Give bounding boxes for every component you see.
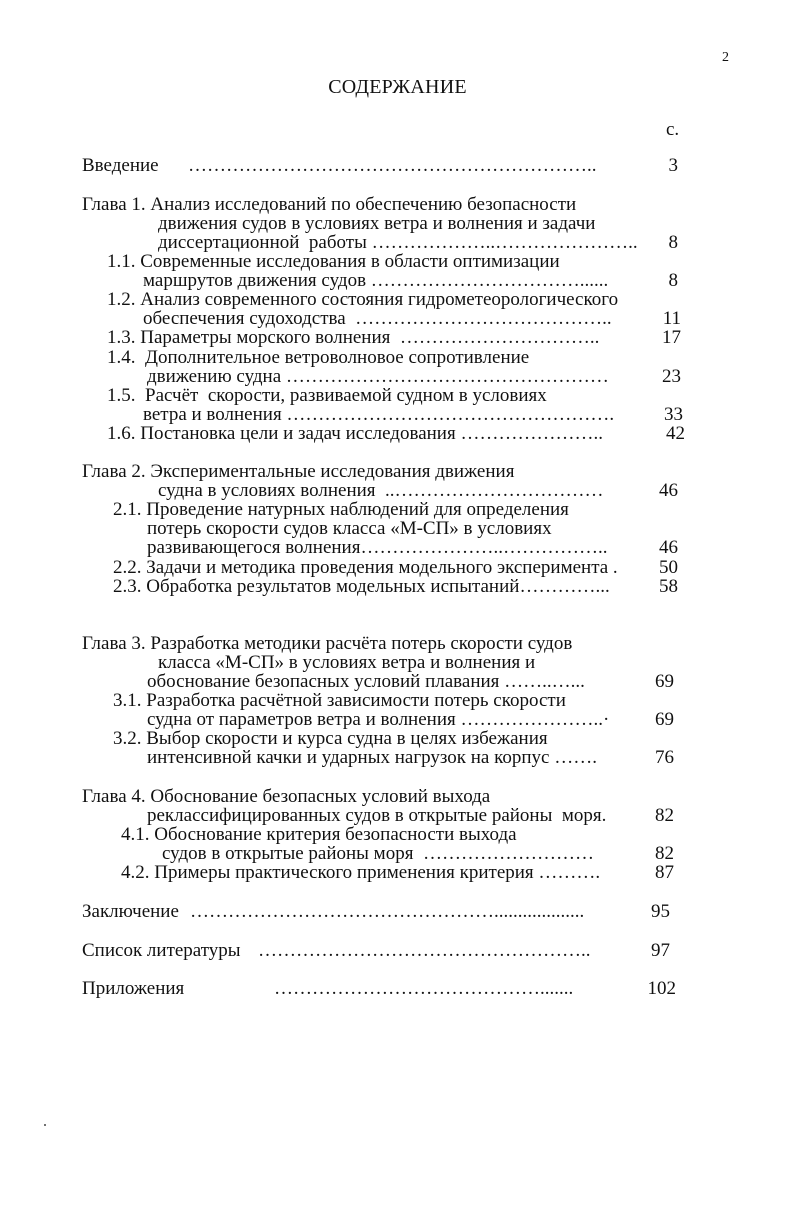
toc-chapter-title-line: судна в условиях волнения ..…………………………… bbox=[158, 480, 604, 501]
toc-chapter-title-line: Глава 1. Анализ исследований по обеспечению безопасности bbox=[82, 194, 577, 215]
toc-section-1-2-cont: обеспечения судоходства ………………………………….. bbox=[143, 308, 612, 329]
toc-chapter-title-line: реклассифицированных судов в открытые районы моря. bbox=[147, 805, 607, 826]
toc-entry-leader: ……………………………………....... bbox=[274, 978, 574, 999]
toc-entry-page: 3 bbox=[668, 155, 678, 176]
toc-section-4-1: 4.1. Обоснование критерия безопасности выхода bbox=[121, 824, 517, 845]
toc-chapter-page: 69 bbox=[655, 671, 674, 692]
toc-entry-label: Список литературы bbox=[82, 940, 241, 961]
toc-section-page: 87 bbox=[655, 862, 674, 883]
toc-chapter-title-line: класса «М-СП» в условиях ветра и волнения и bbox=[158, 652, 536, 673]
toc-chapter-page: 8 bbox=[668, 232, 678, 253]
toc-section-1-2: 1.2. Анализ современного состояния гидрометеорологического bbox=[107, 289, 619, 310]
toc-chapter-title-line: Глава 2. Экспериментальные исследования движения bbox=[82, 461, 515, 482]
toc-section-3-2: 3.2. Выбор скорости и курса судна в целях избежания bbox=[113, 728, 548, 749]
toc-entry-page: 102 bbox=[647, 978, 676, 999]
toc-section-1-4-cont: движению судна …………………………………………… bbox=[147, 366, 609, 387]
toc-chapter-title-line: обоснование безопасных условий плавания ……..…... bbox=[147, 671, 585, 692]
toc-section-page: 58 bbox=[659, 576, 678, 597]
toc-section-page: 69 bbox=[655, 709, 674, 730]
toc-chapter-page: 46 bbox=[659, 480, 678, 501]
toc-entry-leader: …………………………………………….. bbox=[258, 940, 591, 961]
toc-section-2-1: 2.1. Проведение натурных наблюдений для определения bbox=[113, 499, 569, 520]
page-number: 2 bbox=[722, 50, 729, 65]
toc-chapter-title-line: движения судов в условиях ветра и волнения и задачи bbox=[158, 213, 596, 234]
toc-entry-leader: …………………………………………................... bbox=[190, 901, 585, 922]
toc-chapter-title-line: Глава 3. Разработка методики расчёта потерь скорости судов bbox=[82, 633, 573, 654]
toc-section-page: 46 bbox=[659, 537, 678, 558]
toc-section-1-5: 1.5. Расчёт скорости, развиваемой судном в условиях bbox=[107, 385, 547, 406]
toc-section-2-1-cont: потерь скорости судов класса «М-СП» в условиях bbox=[147, 518, 552, 539]
toc-section-page: 33 bbox=[664, 404, 683, 425]
toc-section-1-1: 1.1. Современные исследования в области оптимизации bbox=[107, 251, 560, 272]
toc-section-1-4: 1.4. Дополнительное ветроволновое сопротивление bbox=[107, 347, 530, 368]
toc-section-4-1-cont: судов в открытые районы моря ……………………… bbox=[162, 843, 594, 864]
toc-entry-page: 97 bbox=[651, 940, 670, 961]
toc-section-page: 42 bbox=[666, 423, 685, 444]
toc-entry-leader: ……………………………………………………….. bbox=[188, 155, 597, 176]
toc-section-1-3: 1.3. Параметры морского волнения ………………………….. bbox=[107, 327, 600, 348]
toc-section-page: 82 bbox=[655, 843, 674, 864]
toc-section-3-2-cont: интенсивной качки и ударных нагрузок на корпус ……. bbox=[147, 747, 597, 768]
toc-section-page: 23 bbox=[662, 366, 681, 387]
toc-section-1-1-cont: маршрутов движения судов ……………………………...... bbox=[143, 270, 609, 291]
toc-entry-label: Введение bbox=[82, 155, 159, 176]
toc-section-page: 11 bbox=[662, 308, 681, 329]
scan-speck bbox=[44, 1124, 46, 1126]
toc-section-page: 8 bbox=[668, 270, 678, 291]
toc-entry-label: Приложения bbox=[82, 978, 185, 999]
toc-section-2-2: 2.2. Задачи и методика проведения модельного эксперимента . bbox=[113, 557, 618, 578]
toc-section-page: 50 bbox=[659, 557, 678, 578]
toc-chapter-title-line: диссертационной работы ………………..………………….. bbox=[158, 232, 638, 253]
toc-entry-page: 95 bbox=[651, 901, 670, 922]
page-title: СОДЕРЖАНИЕ bbox=[328, 76, 467, 98]
toc-entry-label: Заключение bbox=[82, 901, 179, 922]
toc-chapter-page: 82 bbox=[655, 805, 674, 826]
toc-section-page: 17 bbox=[662, 327, 681, 348]
toc-section-page: 76 bbox=[655, 747, 674, 768]
toc-section-3-1: 3.1. Разработка расчётной зависимости потерь скорости bbox=[113, 690, 566, 711]
page-column-label: с. bbox=[666, 119, 680, 140]
toc-section-2-1-cont: развивающегося волнения…………………..…………….. bbox=[147, 537, 608, 558]
toc-chapter-title-line: Глава 4. Обоснование безопасных условий выхода bbox=[82, 786, 491, 807]
toc-section-4-2: 4.2. Примеры практического применения критерия ………. bbox=[121, 862, 601, 883]
toc-section-3-1-cont: судна от параметров ветра и волнения …………………..· bbox=[147, 709, 610, 730]
toc-section-1-6: 1.6. Постановка цели и задач исследования ………………….. bbox=[107, 423, 603, 444]
toc-section-1-5-cont: ветра и волнения ……………………………………………. bbox=[143, 404, 615, 425]
toc-section-2-3: 2.3. Обработка результатов модельных испытаний…………... bbox=[113, 576, 610, 597]
